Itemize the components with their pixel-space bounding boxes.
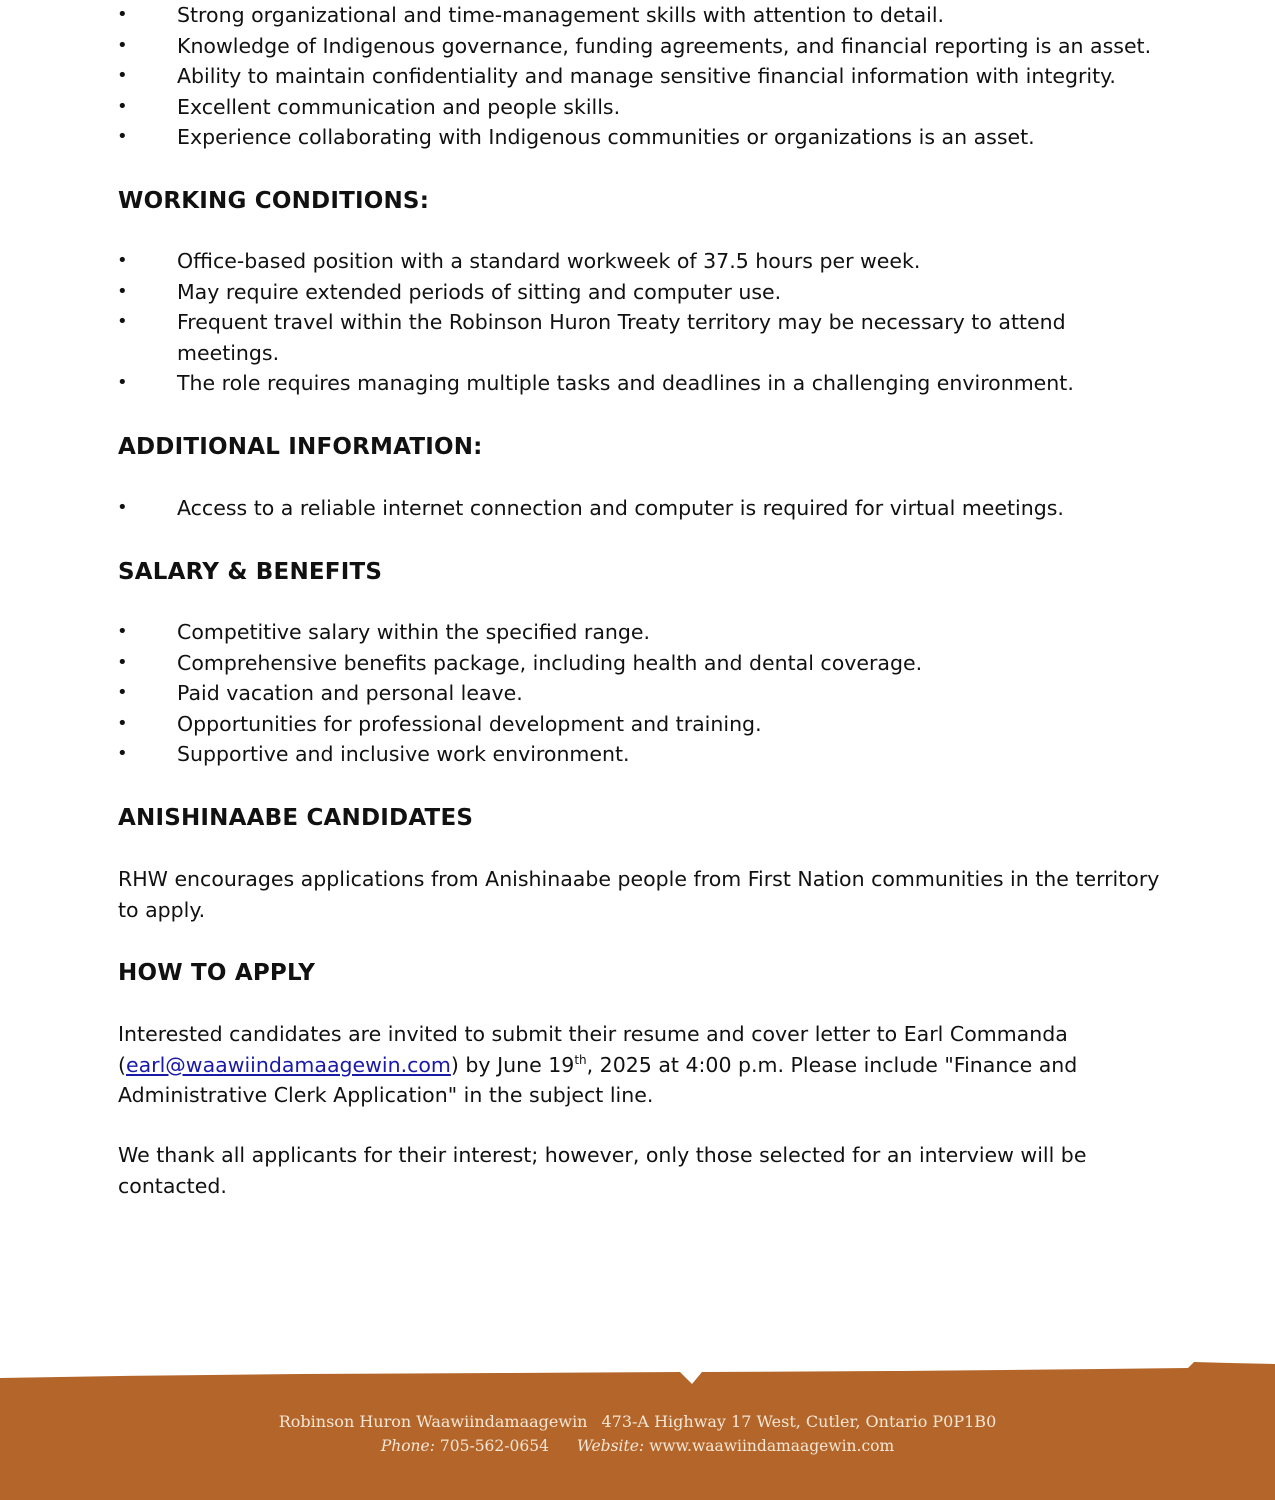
working-conditions-list	[0, 246, 1275, 399]
qualifications-list	[0, 0, 1275, 153]
additional-information-list	[0, 493, 1275, 524]
footer-website-label: Website:	[576, 1437, 645, 1455]
footer-address-line	[0, 1412, 1275, 1431]
benefit-item: • Competitive salary within the specified range.	[0, 617, 1275, 648]
working-conditions-heading: WORKING CONDITIONS:	[118, 188, 430, 214]
qualification-item: • Experience collaborating with Indigenous communities or organizations is an asset.	[0, 122, 1275, 153]
qualification-item: • Ability to maintain confidentiality and manage sensitive financial information with integrity.	[0, 61, 1275, 92]
qualification-item: • Knowledge of Indigenous governance, funding agreements, and financial reporting is an asset.	[0, 31, 1275, 62]
footer-phone: 705-562-0654	[439, 1437, 549, 1455]
benefit-item: • Opportunities for professional development and training.	[0, 709, 1275, 740]
how-to-apply-text	[118, 1019, 1178, 1111]
apply-text-part: ) by June 19	[450, 1052, 575, 1077]
thanks-text: We thank all applicants for their interest; however, only those selected for an interview will be contacted.	[118, 1143, 1087, 1198]
apply-text-part: , 2025 at 4:00 p.m. Please include "Finance and Administrative Clerk Application" in the subject line.	[118, 1052, 1078, 1108]
working-condition-item: • The role requires managing multiple tasks and deadlines in a challenging environment.	[0, 368, 1275, 399]
footer-phone-label: Phone:	[380, 1437, 435, 1455]
footer-address: 473-A Highway 17 West, Cutler, Ontario P0P1B0	[601, 1412, 997, 1431]
working-condition-item: • May require extended periods of sitting and computer use.	[0, 277, 1275, 308]
salary-benefits-list	[0, 617, 1275, 770]
additional-info-item: • Access to a reliable internet connection and computer is required for virtual meetings.	[0, 493, 1275, 524]
footer-organization: Robinson Huron Waawiindamaagewin	[278, 1412, 588, 1431]
apply-text-part: Interested candidates are invited to submit their resume and cover letter to Earl Commanda (	[118, 1022, 1068, 1077]
qualification-item: • Strong organizational and time-management skills with attention to detail.	[0, 0, 1275, 31]
anishinaabe-candidates-text: RHW encourages applications from Anishinaabe people from First Nation communities in the territory to apply.	[118, 867, 1160, 922]
salary-benefits-heading: SALARY & BENEFITS	[118, 559, 383, 585]
footer-banner	[0, 1360, 1275, 1500]
footer-contact-line	[0, 1437, 1275, 1455]
email-link[interactable]: earl@waawiindamaagewin.com	[126, 1052, 451, 1077]
benefit-item: • Comprehensive benefits package, including health and dental coverage.	[0, 648, 1275, 679]
working-condition-item: • Frequent travel within the Robinson Huron Treaty territory may be necessary to attend meetings.	[0, 307, 1275, 368]
date-suffix: th	[574, 1052, 587, 1067]
footer-website[interactable]: www.waawiindamaagewin.com	[649, 1437, 895, 1455]
qualification-item: • Excellent communication and people skills.	[0, 92, 1275, 123]
anishinaabe-candidates-heading: ANISHINAABE CANDIDATES	[118, 805, 474, 831]
benefit-item: • Supportive and inclusive work environment.	[0, 739, 1275, 770]
additional-information-heading: ADDITIONAL INFORMATION:	[118, 434, 483, 460]
how-to-apply-heading: HOW TO APPLY	[118, 960, 316, 986]
working-condition-item: • Office-based position with a standard workweek of 37.5 hours per week.	[0, 246, 1275, 277]
benefit-item: • Paid vacation and personal leave.	[0, 678, 1275, 709]
